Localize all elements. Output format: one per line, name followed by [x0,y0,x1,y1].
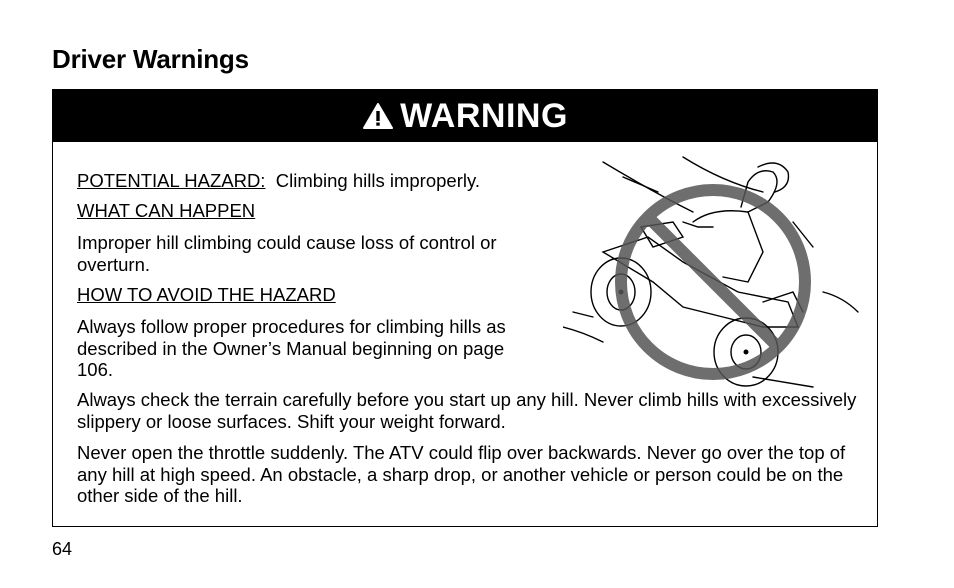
hazard-line [77,170,480,192]
hazard-heading: POTENTIAL HAZARD: [77,170,266,191]
warning-label: WARNING [400,96,568,135]
hazard-text: Climbing hills improperly. [275,170,480,191]
warning-box [52,89,878,527]
prohibited-atv-hill-icon [563,152,863,392]
happen-text: Improper hill climbing could cause loss of control or overturn. [77,232,497,275]
avoid-text-1: Always follow proper procedures for climbing hills as described in the Owner’s Manual beginning on page 106. [77,316,506,380]
warning-triangle-icon [362,102,394,130]
avoid-text-2: Always check the terrain carefully before you start up any hill. Never climb hills with excessively slippery or loose surfaces. Shift your weight forward. [77,389,857,432]
happen-heading: WHAT CAN HAPPEN [77,200,256,221]
page-number: 64 [52,539,73,559]
avoid-text-3: Never open the throttle suddenly. The ATV could flip over backwards. Never go over the top of any hill at high speed. An obstacle, a sharp drop, or another vehicle or person could be on the other side of the hill. [77,442,846,506]
section-title: Driver Warnings [52,44,249,74]
warning-header [53,90,877,142]
avoid-heading: HOW TO AVOID THE HAZARD [77,284,336,305]
